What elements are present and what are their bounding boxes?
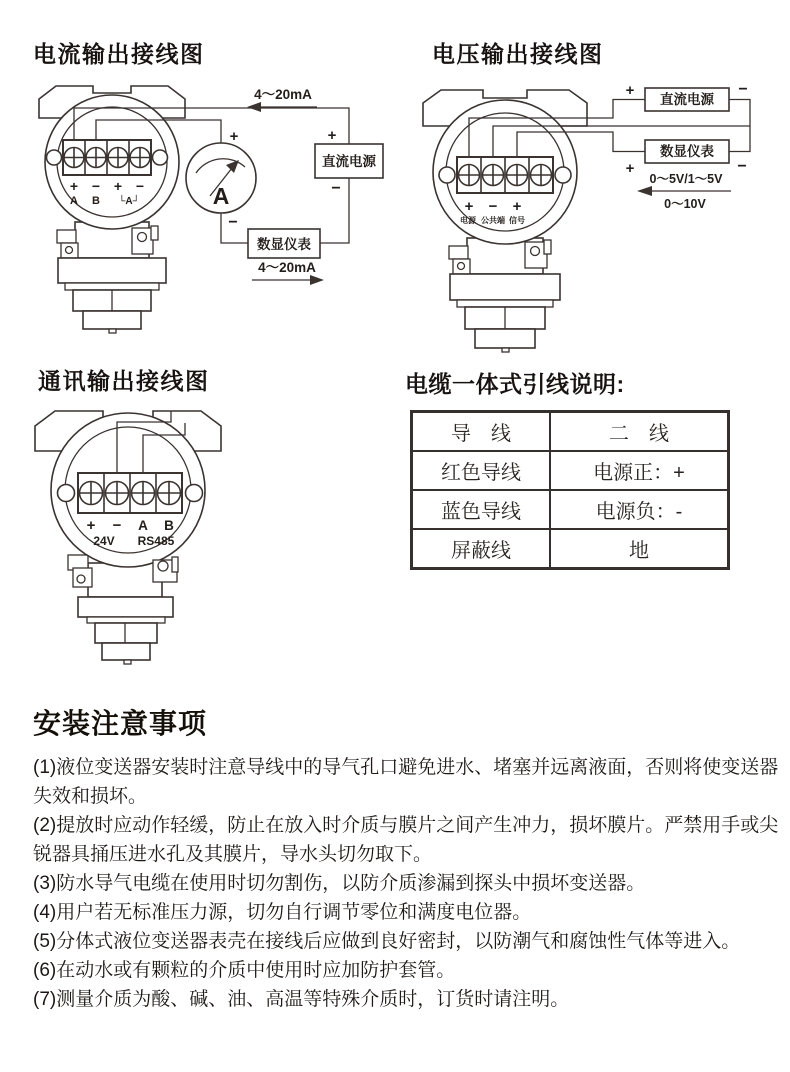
current-diagram-title: 电流输出接线图 (33, 41, 205, 67)
ammeter-plus-sign: + (229, 128, 239, 145)
comm-diagram-title: 通讯输出接线图 (38, 368, 210, 394)
cell-wire-color: 蓝色导线 (412, 490, 551, 529)
left-arrowhead-icon (637, 186, 652, 196)
voltage-circuit (626, 81, 750, 211)
dc-power-minus-sign: − (331, 180, 341, 197)
display-plus-sign: + (625, 160, 635, 177)
rs485-bus-label: RS485 (137, 534, 175, 548)
note-item-5: (5)分体式液位变送器表壳在接线后应做到良好密封，以防潮气和腐蚀性气体等进入。 (33, 931, 741, 952)
display-meter-label: 数显仪表 (660, 144, 714, 159)
display-meter-box (248, 229, 320, 258)
voltage-diagram-title: 电压输出接线图 (432, 41, 604, 67)
current-range-top: 4～20mA (254, 87, 312, 102)
right-arrowhead-icon (310, 275, 324, 285)
ammeter-icon (186, 143, 256, 213)
terminal-sign: − (488, 198, 498, 215)
header-two-wire: 二 线 (550, 412, 729, 452)
comm-wiring-diagram (25, 395, 250, 675)
left-arrowhead-icon (247, 102, 261, 112)
terminal-sign: − (91, 178, 101, 194)
table-row (412, 451, 729, 490)
cable-table-title: 电缆一体式引线说明: (405, 371, 625, 397)
dc-power-plus-sign: + (625, 82, 635, 99)
voltage-range-line1: 0～5V/1～5V (649, 172, 723, 186)
installation-notes (33, 753, 785, 1014)
terminal-sign: + (69, 178, 79, 194)
terminal-label-a: A (70, 195, 78, 207)
display-meter-label: 数显仪表 (257, 237, 311, 252)
cell-wire-color: 红色导线 (412, 451, 551, 490)
dc-power-box (626, 81, 748, 111)
note-item-3: (3)防水导气电缆在使用时切勿割伤，以防介质渗漏到探头中损坏变送器。 (33, 873, 646, 894)
cell-wire-color: 屏蔽线 (412, 529, 551, 569)
terminal-sign: + (512, 198, 522, 215)
transmitter-figure (39, 86, 349, 333)
dc-power-label: 直流电源 (660, 92, 714, 107)
note-item-2: (2)提放时应动作轻缓，防止在放入时介质与膜片之间产生冲力，损坏膜片。严禁用手或尖锐器具捅压进水孔及其膜片，导水头切勿取下。 (33, 815, 779, 865)
transmitter-figure (35, 411, 221, 664)
dc-power-minus-sign: − (738, 81, 748, 98)
current-wiring-diagram (15, 72, 395, 338)
table-header-row (412, 412, 729, 452)
note-item-4: (4)用户若无标准压力源，切勿自行调节零位和满度电位器。 (33, 902, 532, 923)
table-row (412, 529, 729, 569)
ammeter-letter: A (212, 183, 230, 209)
terminal-sign-a: A (138, 518, 148, 533)
cable-lead-table (410, 410, 730, 570)
terminal-sign: + (113, 178, 123, 194)
cell-wire-function: 电源正：+ (550, 451, 729, 490)
terminal-sign: + (464, 198, 474, 215)
cell-wire-function: 电源负：- (550, 490, 729, 529)
transmitter-figure (423, 90, 750, 352)
terminal-name-power: 电源 (460, 216, 476, 225)
current-range-bottom: 4～20mA (258, 260, 316, 275)
current-arrow-bottom (252, 260, 324, 285)
power-voltage-label: 24V (93, 534, 115, 548)
terminal-sign-b: B (164, 518, 174, 533)
dc-power-label: 直流电源 (322, 154, 376, 169)
terminal-sign: − (112, 517, 122, 534)
terminal-sign: + (86, 517, 96, 534)
note-item-1: (1)液位变送器安装时注意导线中的导气孔口避免进水、堵塞并远离液面，否则将使变送器失效和损坏。 (33, 757, 779, 807)
note-item-7: (7)测量介质为酸、碱、油、高温等特殊介质时，订货时请注明。 (33, 989, 570, 1010)
cell-wire-function: 地 (550, 529, 729, 569)
current-circuit (186, 87, 383, 285)
voltage-range-arrow (637, 172, 731, 211)
note-item-6: (6)在动水或有颗粒的介质中使用时应加防护套管。 (33, 960, 456, 981)
voltage-wiring-diagram (405, 70, 785, 354)
ammeter-jumper-label: └A┘ (118, 196, 140, 207)
ammeter-minus-sign: − (228, 214, 238, 231)
display-minus-sign: − (737, 158, 747, 175)
table-row (412, 490, 729, 529)
terminal-label-b: B (92, 195, 100, 207)
voltage-range-line2: 0～10V (664, 197, 706, 211)
header-wire: 导 线 (412, 412, 551, 452)
terminal-name-common: 公共端 (481, 216, 505, 225)
terminal-sign: − (135, 178, 145, 194)
terminal-name-signal: 信号 (509, 216, 525, 225)
dc-power-plus-sign: + (327, 127, 337, 144)
installation-notes-heading: 安装注意事项 (33, 708, 208, 739)
